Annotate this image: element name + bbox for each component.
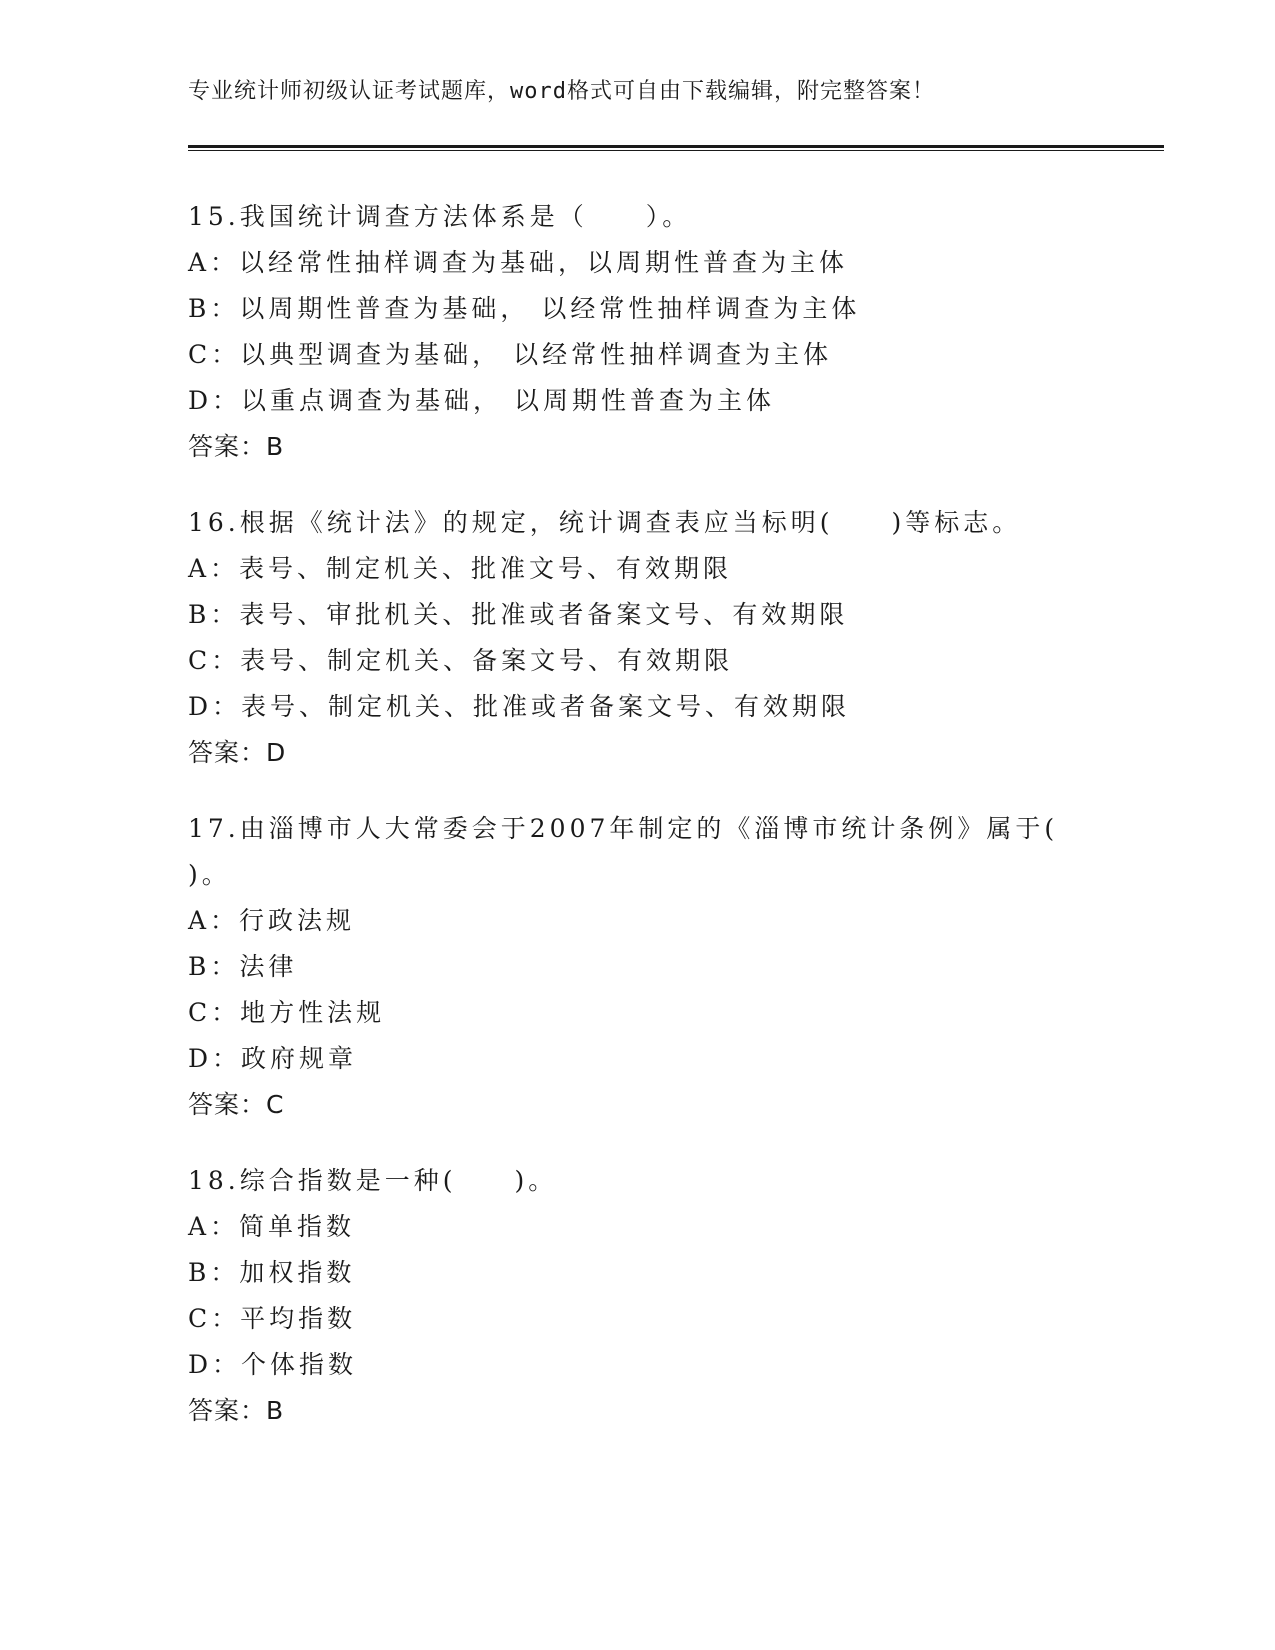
- question-18: [188, 1158, 1088, 1434]
- header-text: 专业统计师初级认证考试题库，word格式可自由下载编辑，附完整答案！: [188, 79, 935, 104]
- question-stem: 15.我国统计调查方法体系是（ ）。: [188, 202, 692, 231]
- question-stem: 17.由淄博市人大常委会于2007年制定的《淄博市统计条例》属于(: [188, 814, 1059, 843]
- question-17: [188, 806, 1088, 1128]
- answer-line: 答案：B: [188, 1396, 285, 1425]
- option-d: D：政府规章: [188, 1044, 358, 1073]
- option-a: A：表号、制定机关、批准文号、有效期限: [188, 554, 733, 583]
- option-a: A：行政法规: [188, 906, 356, 935]
- header-rule-thick: [188, 145, 1164, 148]
- question-stem: 16.根据《统计法》的规定，统计调查表应当标明( )等标志。: [188, 508, 1022, 537]
- question-stem-continued: )。: [188, 860, 231, 889]
- option-b: B：加权指数: [188, 1258, 356, 1287]
- option-a: A：以经常性抽样调查为基础，以周期性普查为主体: [188, 248, 849, 277]
- option-c: C：以典型调查为基础， 以经常性抽样调查为主体: [188, 340, 833, 369]
- option-d: D：表号、制定机关、批准或者备案文号、有效期限: [188, 692, 851, 721]
- option-d: D：以重点调查为基础， 以周期性普查为主体: [188, 386, 775, 415]
- answer-line: 答案：C: [188, 1090, 285, 1119]
- option-b: B：以周期性普查为基础， 以经常性抽样调查为主体: [188, 294, 861, 323]
- option-d: D：个体指数: [188, 1350, 358, 1379]
- question-16: [188, 500, 1088, 776]
- answer-line: 答案：D: [188, 738, 287, 767]
- option-c: C：地方性法规: [188, 998, 386, 1027]
- option-c: C：表号、制定机关、备案文号、有效期限: [188, 646, 734, 675]
- answer-line: 答案：B: [188, 432, 285, 461]
- question-stem: 18.综合指数是一种( )。: [188, 1166, 558, 1195]
- option-b: B：法律: [188, 952, 298, 981]
- option-b: B：表号、审批机关、批准或者备案文号、有效期限: [188, 600, 849, 629]
- question-15: [188, 194, 1088, 470]
- option-c: C：平均指数: [188, 1304, 357, 1333]
- header-rule-thin: [188, 150, 1164, 151]
- option-a: A：简单指数: [188, 1212, 356, 1241]
